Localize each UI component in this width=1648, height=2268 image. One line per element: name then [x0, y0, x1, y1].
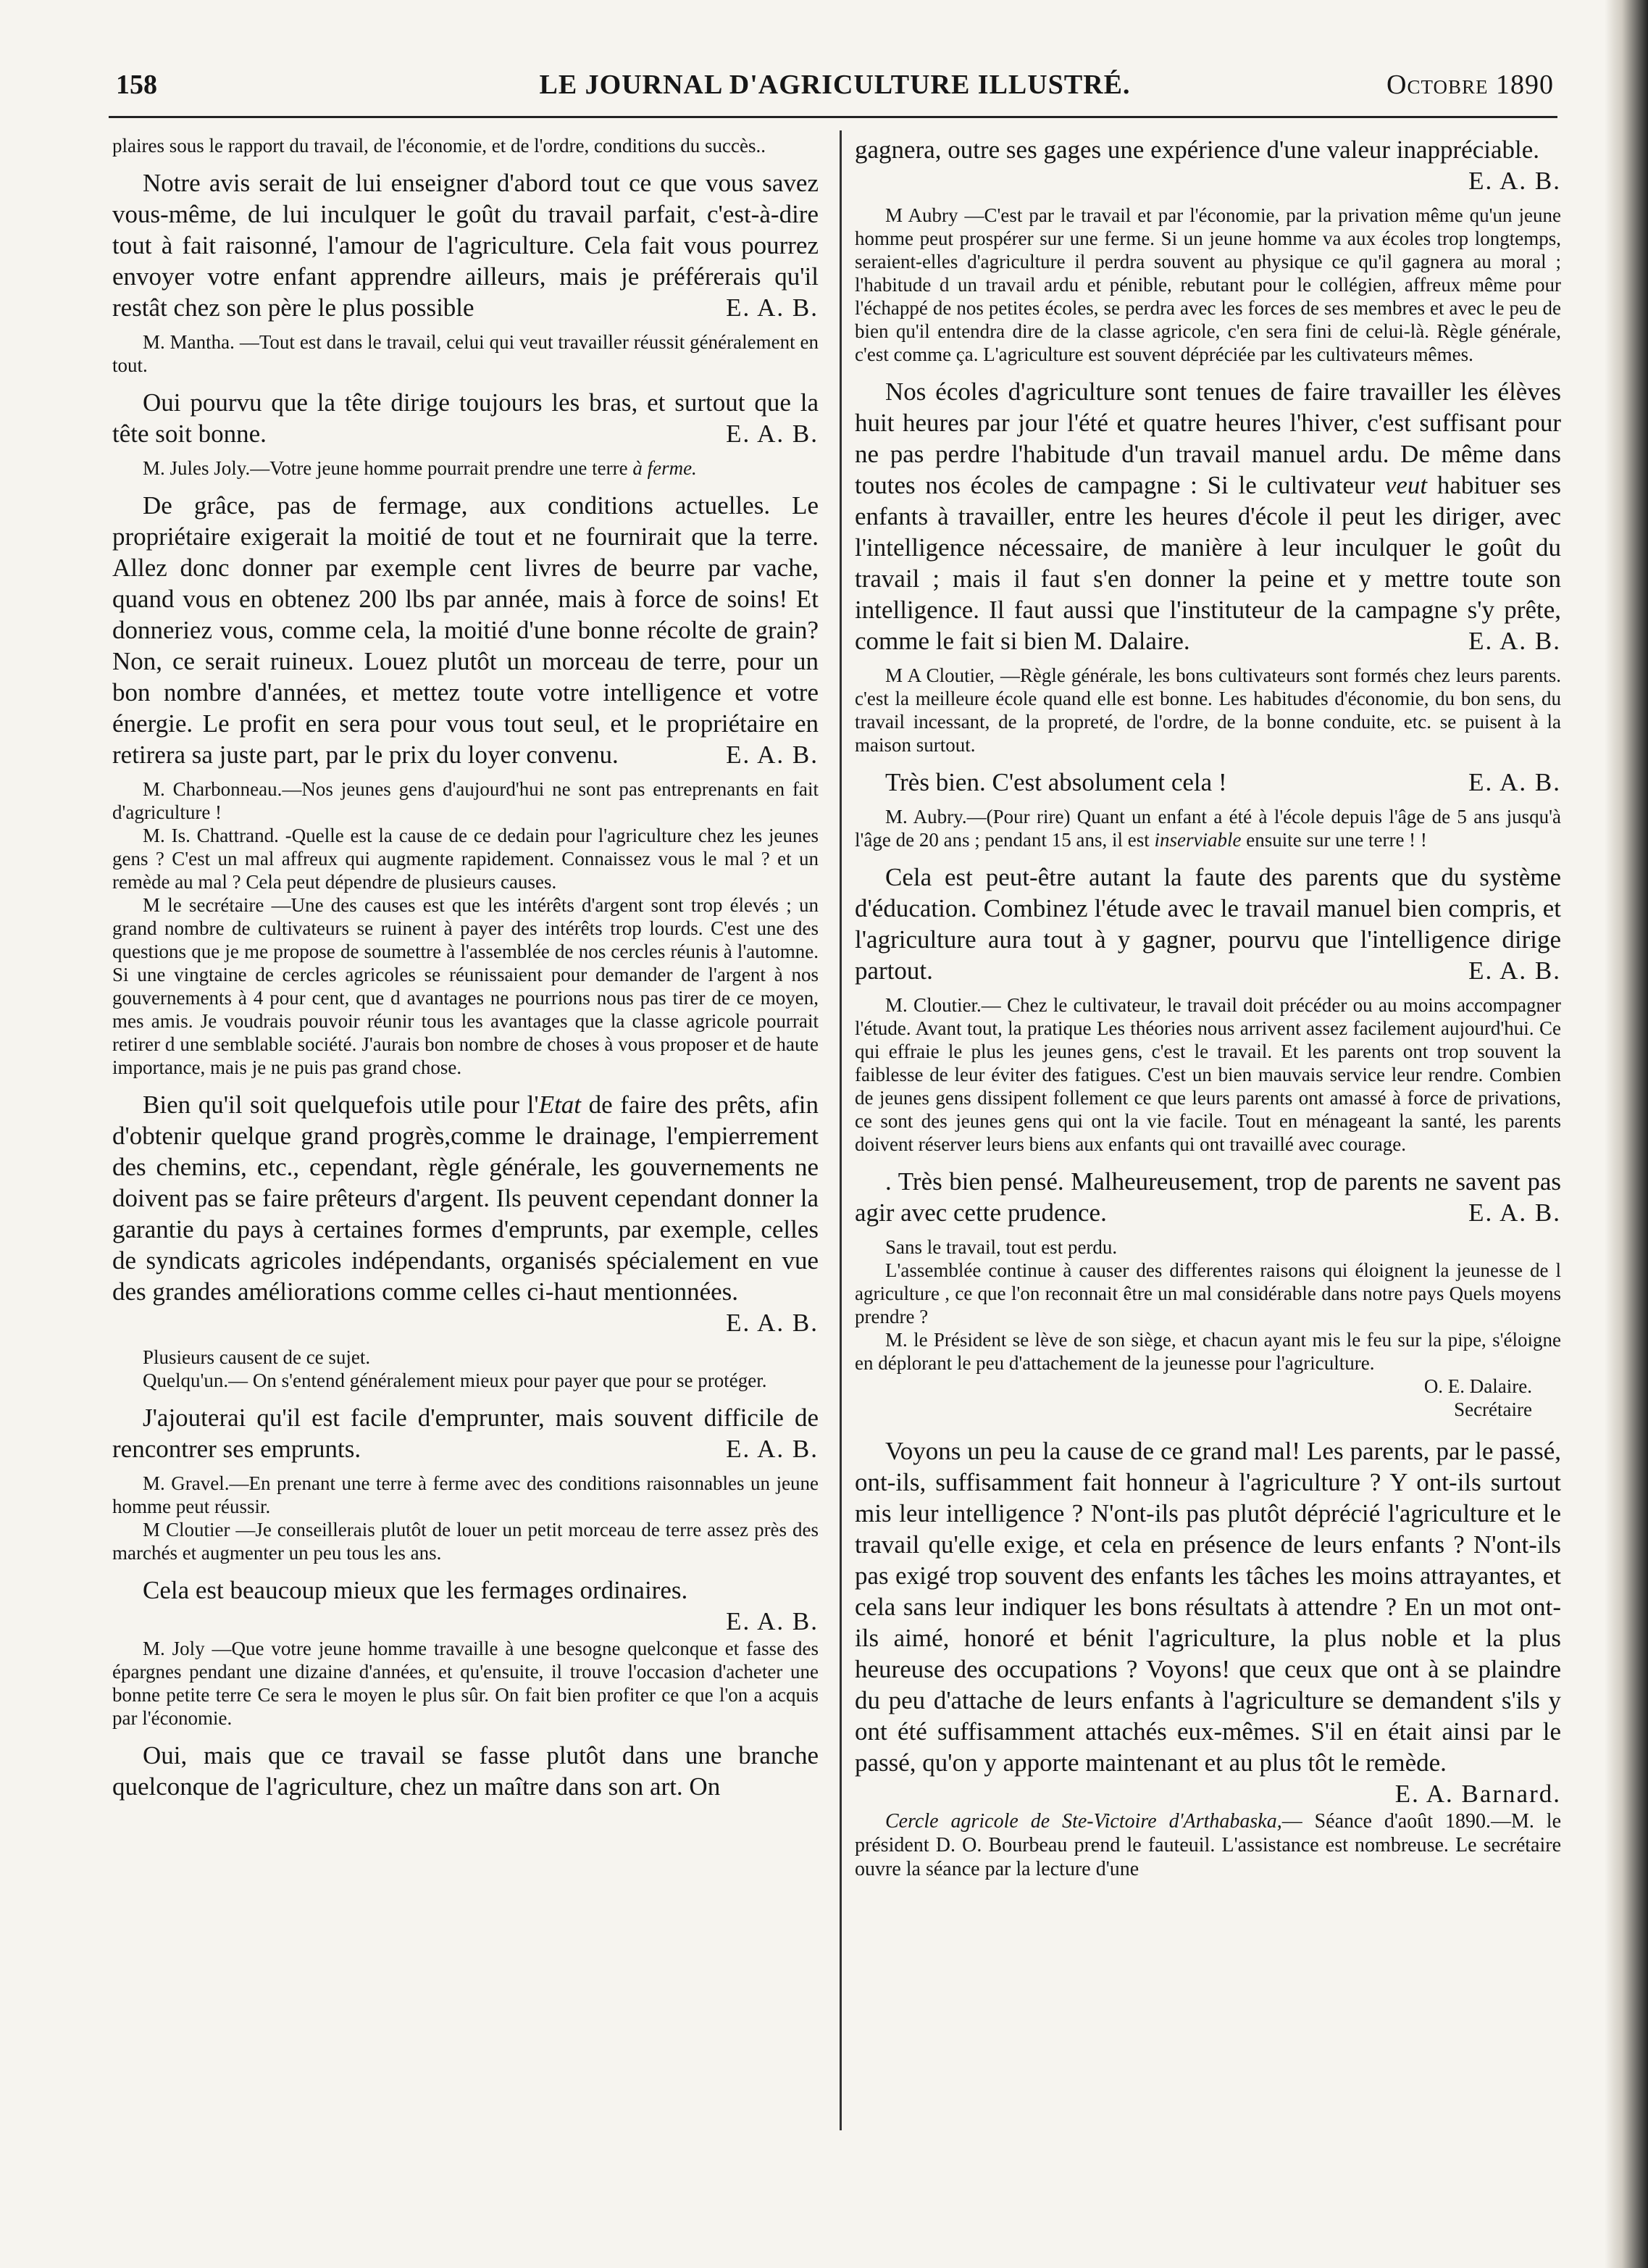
editor-comment — [112, 1089, 819, 1338]
paragraph: M. Mantha. —Tout est dans le travail, celui qui veut travailler réussit généralement en tout. — [112, 331, 819, 376]
paragraph-text: M. Aubry.—(Pour rire) Quant un enfant a été à l'école depuis l'âge de 5 ans jusqu'à l'âge de 20 ans ; pendant 15 ans, il est — [855, 806, 1561, 851]
paragraph-text: habituer ses enfants à travailler, entre les heures d'école il peut les diriger, avec l'intelligence nécessaire, de manière à leur inculquer le goût du travail ; mais il faut s'en donner la peine et y mettre toute son intelligence. Il faut aussi que l'instituteur de la campagne s'y prête, comme le fait si bien M. Dalaire. — [855, 471, 1561, 655]
signature: E. A. B. — [726, 420, 819, 448]
paragraph-text: Nos écoles d'agriculture sont tenues de faire travailler les élèves huit heures par jour l'été et quatre heures l'hiver, c'est suffisant pour ne pas perdre l'habitude d'un travail manuel ardu. De même dans toutes nos écoles de campagne : Si le cultivateur — [855, 378, 1561, 499]
italic-text: Etat — [538, 1091, 582, 1119]
paragraph-text: Bien qu'il soit quelquefois utile pour l' — [143, 1091, 539, 1119]
italic-text: Cercle agricole de Ste-Victoire d'Arthabaska, — [885, 1810, 1282, 1833]
paragraph: M. Cloutier.— Chez le cultivateur, le travail doit précéder ou au moins accompagner l'étude. Avant tout, la pratique Les théories nous arrivent assez facilement aujourd'hui. Ce qui effraie le plus les jeunes gens, c'est le travail. Et les parents ont trop souvent la faiblesse de leur éviter des fatigues. C'est un bien mauvais service leur rendre. Combien de jeunes gens dissipent follement ce que leurs parents ont amassé à force de privations, ce sont des jeunes gens qui ont la vie facile. Tout en ménageant la santé, les parents doivent réserver leurs biens aux enfants qui ont travaillé avec courage. — [855, 994, 1561, 1155]
editor-comment — [112, 387, 819, 449]
paragraph: Quelqu'un.— On s'entend généralement mieux pour payer que pour se protéger. — [143, 1369, 767, 1391]
editor-comment — [112, 490, 819, 770]
paragraph: Sans le travail, tout est perdu. — [885, 1236, 1118, 1258]
signature: E. A. B. — [1468, 768, 1561, 796]
italic-text: inserviable — [1154, 829, 1242, 851]
paragraph: M. Joly —Que votre jeune homme travaille à une besogne quelconque et fasse des épargnes pendant une dizaine d'années, et qu'ensuite, il trouve l'occasion d'acheter une bonne petite terre Ce sera le moyen le plus sûr. On fait bien profiter ce que l'on a acquis par l'économie. — [112, 1638, 819, 1729]
paragraph-text: de faire des prêts, afin d'obtenir quelque grand progrès,comme le drainage, l'empierrement des chemins, etc., cependant, règle générale, les gouvernements ne doivent pas se faire prêteurs d'argent. Ils peuvent cependant donner la garantie du pays à certaines formes d'emprunts, par exemple, celles de syndicats agricoles indépendants, organisés spécialement en vue des grandes améliorations comme celles ci-haut mentionnées. — [112, 1091, 819, 1306]
signature: E. A. B. — [1468, 167, 1561, 195]
signature: E. A. B. — [726, 1435, 819, 1463]
left-column — [112, 134, 819, 1809]
editor-comment — [855, 134, 1561, 196]
paragraph-text: — Séance d'août 1890.—M. le président D. O. Bourbeau prend le fauteuil. L'assistance est nombreuse. Le secrétaire ouvre la séance par la lecture d'une — [855, 1810, 1561, 1880]
paragraph: L'assemblée continue à causer des differentes raisons qui éloignent la jeunesse de l agriculture , ce que l'on reconnait être un mal considérable dans notre pays Quels moyens prendre ? — [855, 1259, 1561, 1327]
page-header — [116, 69, 1554, 112]
signature: E. A. B. — [726, 293, 819, 322]
editor-comment — [855, 862, 1561, 986]
paragraph: M le secrétaire —Une des causes est que les intérêts d'argent sont trop élevés ; un grand nombre de cultivateurs se ruinent à payer des intérêts trop lourds. C'est une des questions que je me propose de soumettre à l'assemblée de nos cercles réunis à l'automne. Si une vingtaine de cercles agricoles se réunissaient pour demander de l'argent à nos gouvernements à 4 pour cent, que d avantages ne pourrions nous pas tirer de ce moyen, mes amis. Je voudrais pouvoir réunir tous les avantages que la classe agricole pourrait retirer d une semblable société. J'aurais bon nombre de choses à vous proposer et de haute importance, mais je ne puis pas grand chose. — [112, 894, 819, 1078]
signature: E. A. B. — [1468, 956, 1561, 985]
paragraph-text: . Très bien pensé. Malheureusement, trop de parents ne savent pas agir avec cette prudence. — [855, 1167, 1561, 1227]
paragraph: M. Gravel.—En prenant une terre à ferme avec des conditions raisonnables un jeune homme peut réussir. — [112, 1472, 819, 1517]
editor-comment — [112, 167, 819, 323]
paragraph: M. Charbonneau.—Nos jeunes gens d'aujourd'hui ne sont pas entreprenants en fait d'agriculture ! — [112, 778, 819, 823]
editor-comment: Cela est beaucoup mieux que les fermages ordinaires. — [143, 1576, 688, 1604]
paragraph — [855, 1809, 1561, 1881]
paragraph: M Cloutier —Je conseillerais plutôt de louer un petit morceau de terre assez près des marchés et augmenter un peu tous les ans. — [112, 1519, 819, 1564]
paragraph — [855, 805, 1561, 851]
signature: E. A. B. — [1468, 627, 1561, 655]
paragraph-text: Notre avis serait de lui enseigner d'abord tout ce que vous savez vous-même, de lui inculquer le goût du travail parfait, c'est-à-dire tout à fait raisonné, l'amour de l'agriculture. Cela fait vous pourrez envoyer votre enfant apprendre ailleurs, mais je préférerais qu'il restât chez son père le plus possible — [112, 169, 819, 322]
paragraph-text: Cela est peut-être autant la faute des parents que du système d'éducation. Combinez l'étude avec le travail manuel bien compris, et l'agriculture aura tout à y gagner, pourvu que l'intelligence dirige partout. — [855, 863, 1561, 985]
header-rule — [109, 116, 1557, 118]
paragraph-text: De grâce, pas de fermage, aux conditions actuelles. Le propriétaire exigerait la moitié de tout et ne fournirait que la terre. Allez donc donner par exemple cent livres de beurre par vache, quand vous en obtenez 200 lbs par année, mais à force de soins! Et donneriez vous, comme cela, la moitié d'une bonne récolte de grain? Non, ce serait ruineux. Louez plutôt un morceau de terre, pour un bon nombre d'années, et mettez toute votre intelligence et votre énergie. Le profit en sera pour vous tout seul, et le propriétaire en retirera sa juste part, par le prix du loyer convenu. — [112, 491, 819, 769]
italic-text: veut — [1384, 471, 1428, 499]
paragraph: Plusieurs causent de ce sujet. — [143, 1346, 371, 1368]
paragraph — [112, 456, 819, 480]
signature: E. A. B. — [726, 1607, 819, 1635]
paragraph: plaires sous le rapport du travail, de l'économie, et de l'ordre, conditions du succès.. — [112, 135, 766, 157]
paragraph: M Aubry —C'est par le travail et par l'économie, par la privation même qu'un jeune homme peut prospérer sur une ferme. Si un jeune homme va aux écoles trop longtemps, seraient-elles d'agriculture il perdra souvent au physique ce qu'il gagnera au moral ; l'habitude d un travail ardu et pénible, rebutant pour le collégien, affreux même pour l'échappé de nos petites écoles, se perdra avec les forces de ses membres et avec le peu de bien qu'il entendra dire de la classe agricole, c'en sera fini de celui-là. Règle générale, c'est comme ça. L'agriculture est souvent dépréciée par les cultivateurs mêmes. — [855, 204, 1561, 365]
editor-comment — [855, 767, 1561, 798]
paragraph-text: J'ajouterai qu'il est facile d'emprunter, mais souvent difficile de rencontrer ses emprunts. — [112, 1404, 819, 1463]
paragraph-text: gagnera, outre ses gages une expérience d'une valeur inappréciable. — [855, 136, 1540, 164]
paragraph-text: ensuite sur une terre ! ! — [1241, 829, 1427, 851]
paragraph-text: M. Jules Joly.—Votre jeune homme pourrait prendre une terre — [143, 457, 633, 479]
signature: E. A. B. — [726, 1309, 819, 1337]
editor-comment — [855, 376, 1561, 656]
editor-comment — [112, 1402, 819, 1464]
paragraph-text: Oui pourvu que la tête dirige toujours les bras, et surtout que la tête soit bonne. — [112, 388, 819, 448]
author-signature: E. A. Barnard. — [1394, 1780, 1561, 1808]
signature: E. A. B. — [726, 741, 819, 769]
page-number: 158 — [116, 70, 157, 100]
paragraph: M. Is. Chattrand. -Quelle est la cause de ce dedain pour l'agriculture chez les jeunes gens ? C'est un mal affreux qui augmente rapidement. Connaissez vous le mal ? et un remède au mal ? Cela peut dépendre de plusieurs causes. — [112, 825, 819, 893]
secretary-role: Secrétaire — [1454, 1398, 1532, 1420]
secretary-signature: O. E. Dalaire. — [1423, 1375, 1532, 1397]
italic-text: à ferme. — [632, 457, 697, 479]
editor-comment: Voyons un peu la cause de ce grand mal! Les parents, par le passé, ont-ils, suffisamment fait honneur à l'agriculture ? Y ont-ils surtout mis leur intelligence ? N'ont-ils pas plutôt déprécié l'agriculture et le travail qu'elle exige, et cela en présence de leurs enfants ? N'ont-ils pas exigé trop souvent des enfants les tâches les moins attrayantes, et cela sans leur indiquer les bons résultats à attendre ? En un mot ont-ils aimé, honoré et bénit l'agriculture, la plus noble et la plus heureuse des occupations ? Voyons! que ceux que ont à se plaindre du peu d'attache de leurs enfants à l'agriculture se demandent s'ils y ont été suffisamment attachés eux-mêmes. S'il en était ainsi par le passé, qu'on y apporte maintenant et au plus tôt le remède. — [855, 1437, 1561, 1777]
editor-comment — [855, 1166, 1561, 1228]
column-divider — [840, 130, 842, 2130]
paragraph: M A Cloutier, —Règle générale, les bons cultivateurs sont formés chez leurs parents. c'est la meilleure école quand elle est bonne. Les habitudes d'économie, du bon sens, du travail incessant, de la propreté, de l'ordre, de la bonne conduite, etc. se puisent à la maison surtout. — [855, 664, 1561, 756]
signature: E. A. B. — [1468, 1198, 1561, 1227]
right-column — [855, 134, 1561, 1891]
journal-title: LE JOURNAL D'AGRICULTURE ILLUSTRÉ. — [539, 70, 1131, 100]
paragraph-text: Très bien. C'est absolument cela ! — [885, 768, 1227, 796]
page-edge-shadow — [1605, 0, 1648, 2268]
editor-comment: Oui, mais que ce travail se fasse plutôt dans une branche quelconque de l'agriculture, chez un maître dans son art. On — [112, 1741, 819, 1801]
issue-date: Octobre 1890 — [1386, 70, 1554, 100]
paragraph: M. le Président se lève de son siège, et chacun ayant mis le feu sur la pipe, s'éloigne en déplorant le peu d'attachement de la jeunesse pour l'agriculture. — [855, 1329, 1561, 1374]
